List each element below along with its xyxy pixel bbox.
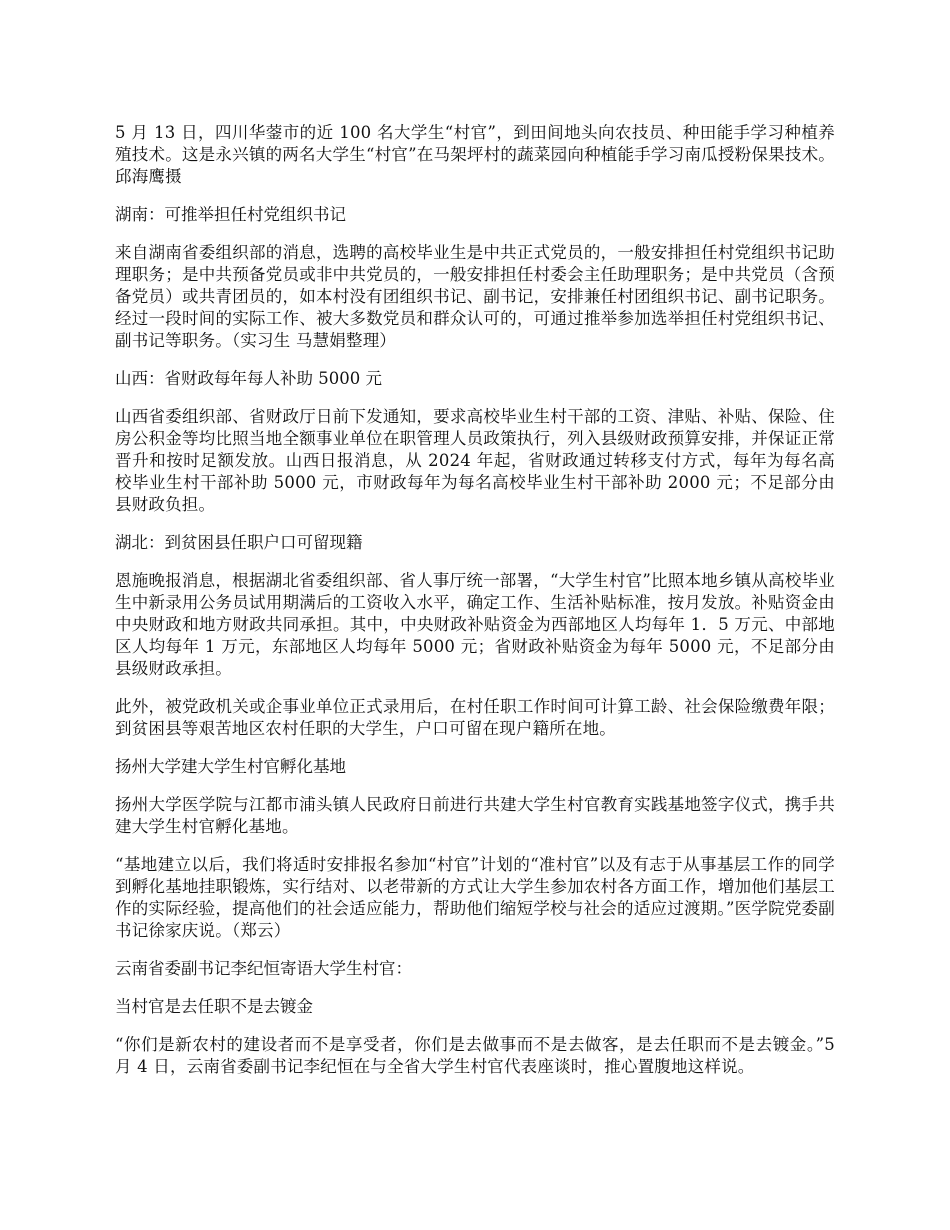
hubei-paragraph-2: 此外，被党政机关或企事业单位正式录用后，在村任职工作时间可计算工龄、社会保险缴费年限；到贫困县等艰苦地区农村任职的大学生，户口可留在现户籍所在地。 (115, 697, 835, 738)
yunnan-paragraph: “你们是新农村的建设者而不是享受者，你们是去做事而不是去做客，是去任职而不是去镀金。”5 月 4 日，云南省委副书记李纪恒在与全省大学生村官代表座谈时，推心置腹地这样说。 (115, 1035, 835, 1076)
section-heading-hubei: 湖北：到贫困县任职户口可留现籍 (115, 533, 363, 552)
section-heading-yunnan-2: 当村官是去任职不是去镀金 (115, 997, 313, 1016)
hunan-paragraph: 来自湖南省委组织部的消息，选聘的高校毕业生是中共正式党员的，一般安排担任村党组织书记助理职务；是中共预备党员或非中共党员的，一般安排担任村委会主任助理职务；是中共党员（含预备党员）或共青团员的，如本村没有团组织书记、副书记，安排兼任村团组织书记、副书记职务。经过一段时间的实际工作、被大多数党员和群众认可的，可通过推举参加选举担任村党组织书记、副书记等职务。（实习生 马慧娟整理） (115, 243, 835, 350)
yangzhou-paragraph-1: 扬州大学医学院与江都市浦头镇人民政府日前进行共建大学生村官教育实践基地签字仪式，携手共建大学生村官孵化基地。 (115, 795, 835, 836)
photo-caption-paragraph: 5 月 13 日，四川华蓥市的近 100 名大学生“村官”，到田间地头向农技员、种田能手学习种植养殖技术。这是永兴镇的两名大学生“村官”在马架坪村的蔬菜园向种植能手学习南瓜授粉保果技术。邱海鹰摄 (115, 123, 835, 186)
hubei-paragraph-1: 恩施晚报消息，根据湖北省委组织部、省人事厅统一部署，“大学生村官”比照本地乡镇从高校毕业生中新录用公务员试用期满后的工资收入水平，确定工作、生活补贴标准，按月发放。补贴资金由中央财政和地方财政共同承担。其中，中央财政补贴资金为西部地区人均每年 1．5 万元、中部地区人均每年 1 万元，东部地区人均每年 5000 元；省财政补贴资金为每年 5000 元，不足部分由县级财政承担。 (115, 571, 835, 678)
shanxi-paragraph: 山西省委组织部、省财政厅日前下发通知，要求高校毕业生村干部的工资、津贴、补贴、保险、住房公积金等均比照当地全额事业单位在职管理人员政策执行，列入县级财政预算安排，并保证正常晋升和按时足额发放。山西日报消息，从 2024 年起，省财政通过转移支付方式，每年为每名高校毕业生村干部补助 5000 元，市财政每年为每名高校毕业生村干部补助 2000 元；不足部分由县财政负担。 (115, 407, 835, 514)
section-heading-shanxi: 山西：省财政每年每人补助 5000 元 (115, 369, 382, 388)
section-heading-yunnan-1: 云南省委副书记李纪恒寄语大学生村官： (115, 959, 412, 978)
yangzhou-paragraph-2: “基地建立以后，我们将适时安排报名参加“村官”计划的“准村官”以及有志于从事基层工作的同学到孵化基地挂职锻炼，实行结对、以老带新的方式让大学生参加农村各方面工作，增加他们基层工作的实际经验，提高他们的社会适应能力，帮助他们缩短学校与社会的适应过渡期。”医学院党委副书记徐家庆说。（郑云） (115, 855, 835, 940)
section-heading-yangzhou: 扬州大学建大学生村官孵化基地 (115, 757, 346, 776)
section-heading-hunan: 湖南：可推举担任村党组织书记 (115, 205, 346, 224)
